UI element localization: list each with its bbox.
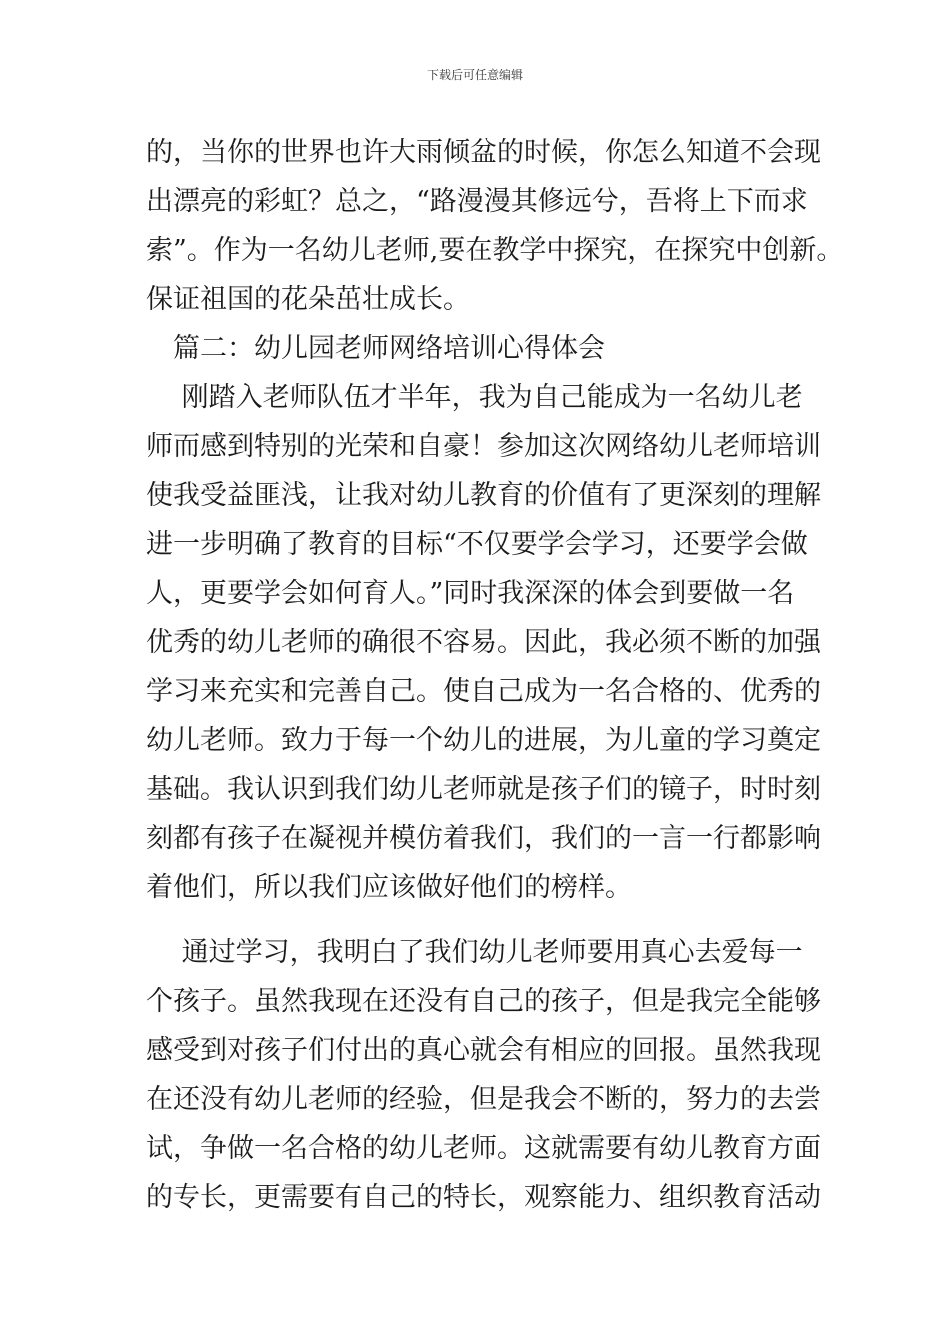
text-line: 的专长，更需要有自己的特长，观察能力、组织教育活动 xyxy=(146,1182,821,1213)
text-line: 出漂亮的彩虹？总之，“路漫漫其修远兮，吾将上下而求 xyxy=(146,186,808,217)
text-line: 试，争做一名合格的幼儿老师。这就需要有幼儿教育方面 xyxy=(146,1133,821,1164)
text-line: 个孩子。虽然我现在还没有自己的孩子，但是我完全能够 xyxy=(146,986,821,1017)
text-line: 幼儿老师。致力于每一个幼儿的进展，为儿童的学习奠定 xyxy=(146,725,821,756)
text-line: 刻都有孩子在凝视并模仿着我们，我们的一言一行都影响 xyxy=(146,823,821,854)
text-line: 优秀的幼儿老师的确很不容易。因此，我必须不断的加强 xyxy=(146,627,821,658)
text-line: 基础。我认识到我们幼儿老师就是孩子们的镜子，时时刻 xyxy=(146,774,821,805)
text-line: 保证祖国的花朵茁壮成长。 xyxy=(146,284,470,315)
text-line: 着他们，所以我们应该做好他们的榜样。 xyxy=(146,872,632,903)
document-body xyxy=(146,128,844,1222)
text-line: 使我受益匪浅，让我对幼儿教育的价值有了更深刻的理解 xyxy=(146,480,821,511)
page-header: 下载后可任意编辑 xyxy=(426,68,523,82)
text-line: 通过学习，我明白了我们幼儿老师要用真心去爱每一 xyxy=(146,937,803,968)
section-heading: 篇二：幼儿园老师网络培训心得体会 xyxy=(146,333,605,364)
text-line: 刚踏入老师队伍才半年，我为自己能成为一名幼儿老 xyxy=(146,382,803,413)
text-line: 在还没有幼儿老师的经验，但是我会不断的，努力的去尝 xyxy=(146,1084,821,1115)
text-line: 学习来充实和完善自己。使自己成为一名合格的、优秀的 xyxy=(146,676,821,707)
text-line: 索”。作为一名幼儿老师,要在教学中探究，在探究中创新。 xyxy=(146,235,844,266)
text-line: 感受到对孩子们付出的真心就会有相应的回报。虽然我现 xyxy=(146,1035,821,1066)
text-line: 的，当你的世界也许大雨倾盆的时候，你怎么知道不会现 xyxy=(146,137,821,168)
text-line: 师而感到特别的光荣和自豪！参加这次网络幼儿老师培训 xyxy=(146,431,821,462)
paragraph-gap xyxy=(146,912,826,928)
text-line: 人，更要学会如何育人。”同时我深深的体会到要做一名 xyxy=(146,578,795,609)
text-line: 进一步明确了教育的目标“不仅要学会学习，还要学会做 xyxy=(146,529,808,560)
